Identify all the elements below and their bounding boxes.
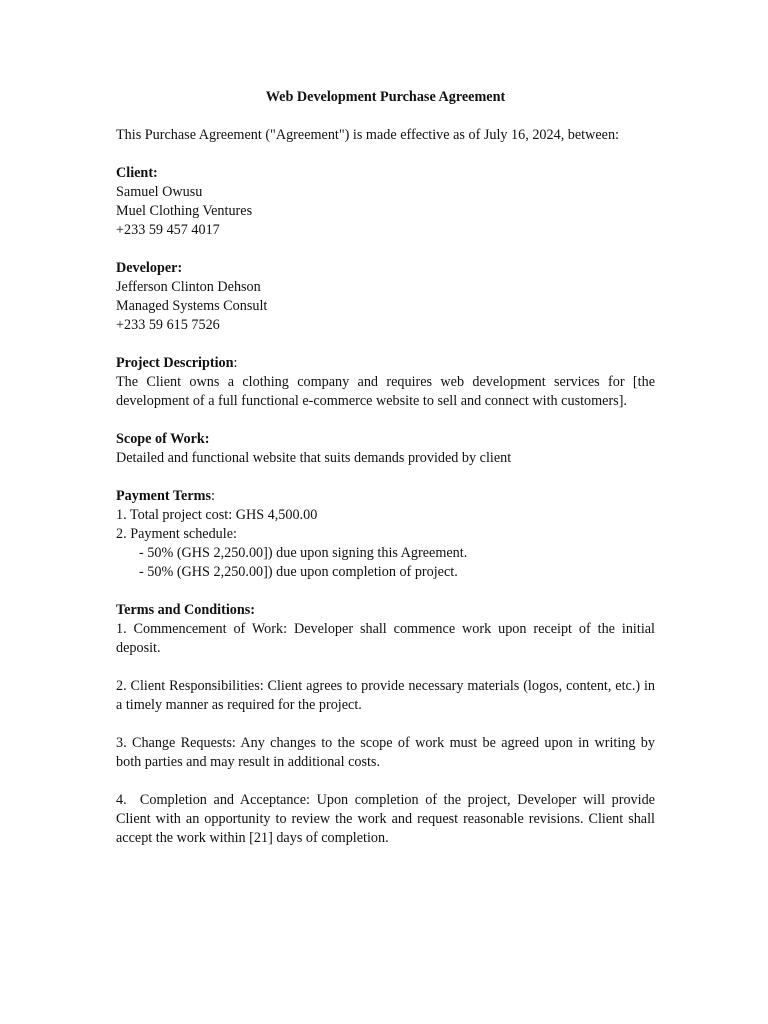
project-description-text: The Client owns a clothing company and requires web development services for [the development of a full functional e-commerce website to sell and connect with customers]. — [116, 374, 655, 409]
project-description-label: Project Description — [116, 355, 234, 371]
payment-schedule: 2. Payment schedule: — [116, 526, 237, 542]
client-company: Muel Clothing Ventures — [116, 203, 253, 219]
intro-paragraph: This Purchase Agreement ("Agreement") is made effective as of July 16, 2024, between: — [116, 127, 619, 143]
payment-installment-1: - 50% (GHS 2,250.00]) due upon signing this Agreement. — [139, 545, 468, 561]
client-name: Samuel Owusu — [116, 184, 203, 200]
term-item-4: 4. Completion and Acceptance: Upon completion of the project, Developer will provide Client with an opportunity to review the work and request reasonable revisions. Client shall accept the work within [21] days of completion. — [116, 792, 659, 846]
client-label: Client: — [116, 165, 158, 181]
term-item-2: 2. Client Responsibilities: Client agrees to provide necessary materials (logos, content, etc.) in a timely manner as required for the project. — [116, 678, 655, 713]
scope-of-work-section — [116, 430, 655, 468]
payment-terms-section — [116, 487, 655, 582]
payment-installment-2: - 50% (GHS 2,250.00]) due upon completion of project. — [139, 564, 458, 580]
client-phone: +233 59 457 4017 — [116, 222, 220, 238]
terms-and-conditions-label: Terms and Conditions: — [116, 602, 256, 618]
term-item-3: 3. Change Requests: Any changes to the scope of work must be agreed upon in writing by both parties and may result in additional costs. — [116, 735, 655, 770]
project-description-heading — [116, 354, 655, 373]
payment-terms-colon: : — [210, 488, 215, 504]
developer-section — [116, 259, 655, 335]
terms-and-conditions-section — [116, 601, 659, 848]
document-title: Web Development Purchase Agreement — [265, 89, 506, 105]
payment-total: 1. Total project cost: GHS 4,500.00 — [116, 507, 318, 523]
client-section — [116, 164, 655, 240]
project-description-section — [116, 354, 655, 411]
scope-of-work-label: Scope of Work: — [116, 431, 210, 447]
developer-company: Managed Systems Consult — [116, 298, 268, 314]
document-page — [116, 88, 659, 867]
scope-of-work-text: Detailed and functional website that suits demands provided by client — [116, 450, 512, 466]
developer-phone: +233 59 615 7526 — [116, 317, 220, 333]
project-description-colon: : — [233, 355, 238, 371]
developer-label: Developer: — [116, 260, 183, 276]
term-item-1: 1. Commencement of Work: Developer shall commence work upon receipt of the initial deposit. — [116, 621, 655, 656]
payment-terms-heading — [116, 487, 655, 506]
payment-terms-label: Payment Terms — [116, 488, 211, 504]
developer-name: Jefferson Clinton Dehson — [116, 279, 261, 295]
